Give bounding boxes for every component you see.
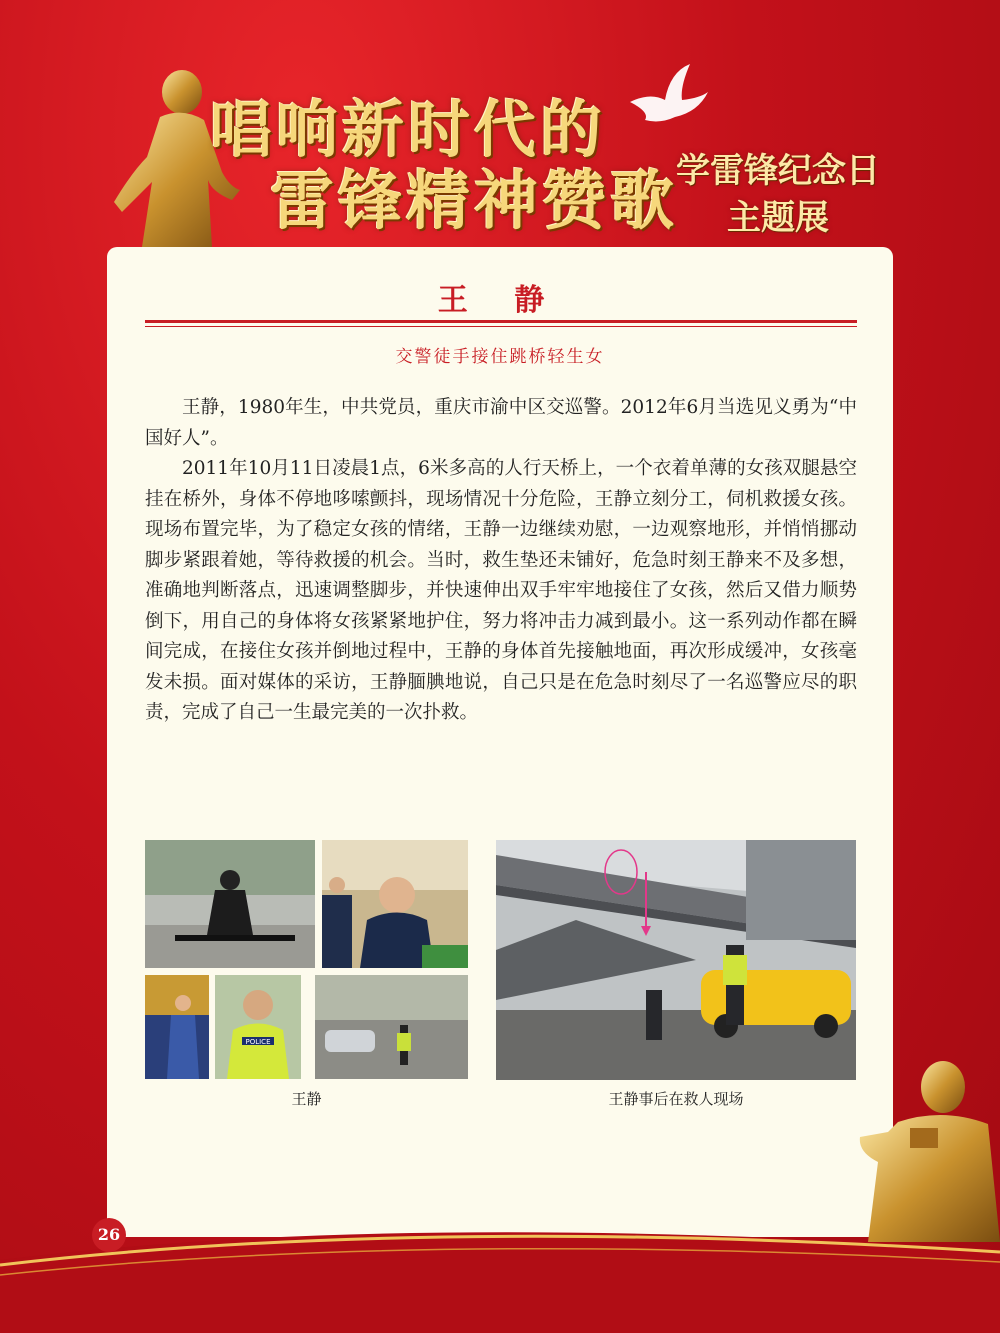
photo-swat [145,840,315,968]
dove-icon [620,62,710,132]
article-body [145,393,857,729]
headline-line1: 唱响新时代的 [210,93,607,166]
gold-swoosh [0,1190,1000,1333]
headline-line2: 雷锋精神赞歌 [270,164,678,239]
photo-traffic [315,975,468,1079]
photo-police-portrait [215,975,301,1079]
banner [0,0,1000,250]
subtitle-line2: 主题展 [727,198,829,238]
photo-ceremony [145,975,209,1079]
photo-caption-left: 王静 [291,1090,322,1108]
page-number: 26 [92,1218,126,1252]
subtitle-line1: 学雷锋纪念日 [676,151,880,191]
paragraph: 2011年10月11日凌晨1点，6米多高的人行天桥上，一个衣着单薄的女孩双腿悬空挂在桥外，身体不停地哆嗦颤抖，现场情况十分危险，王静立刻分工，伺机救援女孩。现场布置完毕，为了稳定女孩的情绪，王静一边继续劝慰，一边观察地形，并悄悄挪动脚步紧跟着她，等待救援的机会。当时，救生垫还未铺好，危急时刻王静来不及多想，准确地判断落点，迅速调整脚步，并快速伸出双手牢牢地接住了女孩，然后又借力顺势倒下，用自己的身体将女孩紧紧地护住，努力将冲击力减到最小。这一系列动作都在瞬间完成，在接住女孩并倒地过程中，王静的身体首先接触地面，再次形成缓冲，女孩毫发未损。面对媒体的采访，王静腼腆地说，自己只是在危急时刻尽了一名巡警应尽的职责，完成了自己一生最完美的一次扑救。 [145,458,857,723]
article-panel [107,247,893,1237]
title-rule [145,320,857,323]
article-deck: 交警徒手接住跳桥轻生女 [395,347,605,367]
title-rule-thin [145,326,857,327]
photo-rescue-scene [496,840,856,1080]
photo-office [322,840,468,968]
paragraph: 王静，1980年生，中共党员，重庆市渝中区交巡警。2012年6月当选见义勇为“中国好人”。 [145,397,857,449]
vest-label: POLICE [245,1038,271,1046]
article-title: 王 静 [437,283,563,318]
statue-icon [858,1052,1000,1242]
photo-caption-right: 王静事后在救人现场 [608,1090,744,1108]
